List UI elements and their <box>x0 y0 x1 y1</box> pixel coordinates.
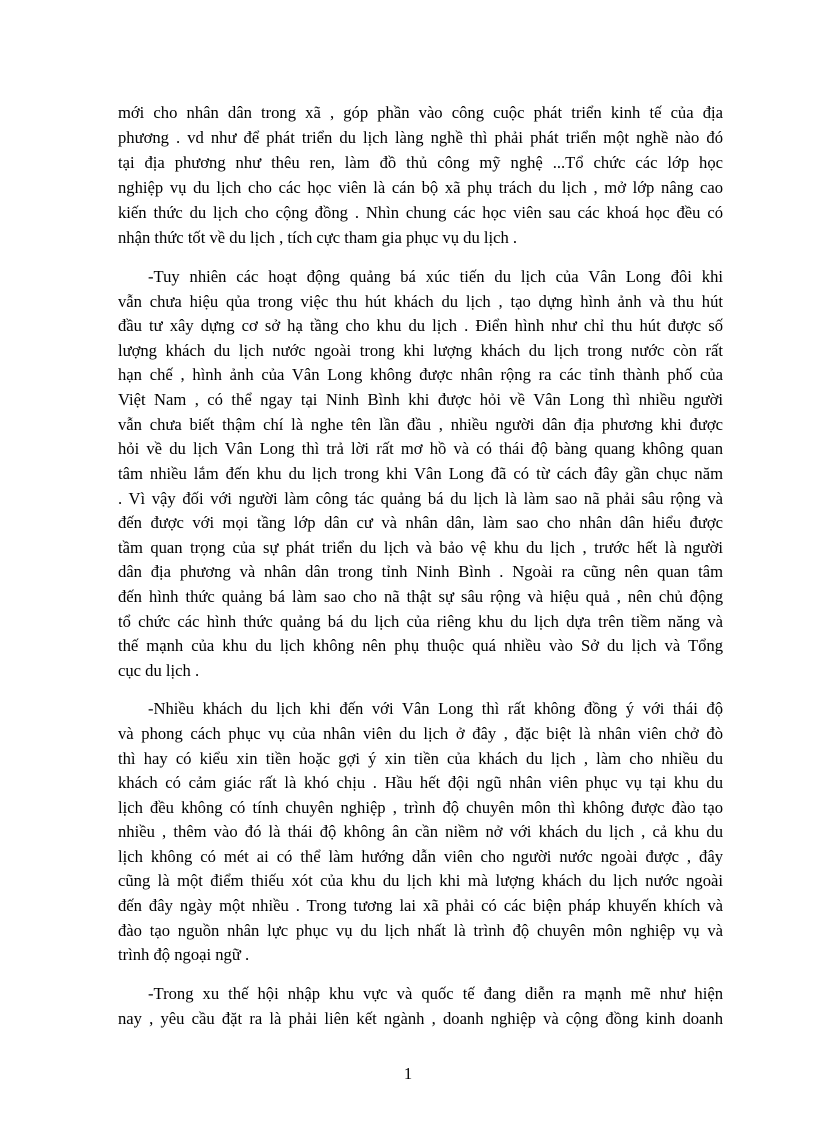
text-line: lịch đều không có tính chuyên nghiệp , trình độ chuyên môn thì không được đào tạo <box>118 798 723 817</box>
text-line: nhận thức tốt về du lịch , tích cực tham gia phục vụ du lịch . <box>118 228 518 247</box>
text-line: đến được với mọi tầng lớp dân cư và nhân dân, làm sao cho nhân dân hiểu được <box>118 513 723 532</box>
text-line: trình độ ngoại ngữ . <box>118 945 250 964</box>
text-line: vẫn chưa biết thậm chí là nghe tên lần đầu , nhiều người dân địa phương khi được <box>118 415 723 434</box>
text-line: khách có cảm giác rất là khó chịu . Hầu hết đội ngũ nhân viên phục vụ tại khu du <box>118 773 723 792</box>
text-line: nghiệp vụ du lịch cho các học viên là cán bộ xã phụ trách du lịch , mở lớp nâng cao <box>118 178 723 197</box>
text-line: và phong cách phục vụ của nhân viên du lịch ở đây , đặc biệt là nhân viên chở đò <box>118 724 723 743</box>
text-line: thì hay có kiểu xin tiền hoặc gợi ý xin tiền của khách du lịch , làm cho nhiều du <box>118 749 723 768</box>
text-line: hạn chế , hình ảnh của Vân Long không được nhân rộng ra các tỉnh thành phố của <box>118 365 723 384</box>
text-line: tổ chức các hình thức quảng bá du lịch của riêng khu du lịch dựa trên tiềm năng và <box>118 612 723 631</box>
text-line: đào tạo nguồn nhân lực phục vụ du lịch nhất là trình độ chuyên môn nghiệp vụ và <box>118 921 723 940</box>
text-line: nhiều , thêm vào đó là thái độ không ân cần niềm nở với khách du lịch , cả khu du <box>118 822 723 841</box>
text-line: dân địa phương và nhân dân trong tỉnh Ninh Bình . Ngoài ra cũng nên quan tâm <box>118 562 723 581</box>
text-line: cục du lịch . <box>118 661 200 680</box>
paragraph-first-line: -Tuy nhiên các hoạt động quảng bá xúc tiến du lịch của Vân Long đôi khi <box>148 267 723 286</box>
text-line: đến đây ngày một nhiều . Trong tương lai xã phải có các biện pháp khuyến khích và <box>118 896 723 915</box>
text-line: vẫn chưa hiệu qủa trong việc thu hút khách du lịch , tạo dựng hình ảnh và thu hút <box>118 292 723 311</box>
text-line: kiến thức du lịch cho cộng đồng . Nhìn chung các học viên sau các khoá học đều có <box>118 203 723 222</box>
text-line: cũng là một điểm thiếu xót của khu du lịch khi mà lượng khách du lịch nước ngoài <box>118 871 723 890</box>
text-line: phương . vd như để phát triển du lịch làng nghề thì phải phát triển một nghề nào đó <box>118 128 723 147</box>
text-line: lượng khách du lịch nước ngoài trong khi lượng khách du lịch trong nước còn rất <box>118 341 723 360</box>
text-line: tâm nhiều lắm đến khu du lịch trong khi Vân Long đã có từ cách đây gần chục năm <box>118 464 723 483</box>
paragraph-first-line: -Nhiều khách du lịch khi đến với Vân Long thì rất không đồng ý với thái độ <box>148 699 723 718</box>
paragraph-first-line: -Trong xu thế hội nhập khu vực và quốc tế đang diễn ra mạnh mẽ như hiện <box>148 984 723 1003</box>
text-line: tại địa phương như thêu ren, làm đồ thủ công mỹ nghệ ...Tổ chức các lớp học <box>118 153 723 172</box>
text-line: thế mạnh của khu du lịch không nên phụ thuộc quá nhiều vào Sở du lịch và Tổng <box>118 636 723 655</box>
text-line: nay , yêu cầu đặt ra là phải liên kết ngành , doanh nghiệp và cộng đồng kinh doanh <box>118 1009 723 1028</box>
text-line: đến hình thức quảng bá làm sao cho nã thật sự sâu rộng và hiệu quả , nên chủ động <box>118 587 723 606</box>
text-line: lịch không có mét ai có thể làm hướng dẫn viên cho người nước ngoài được , đây <box>118 847 723 866</box>
text-line: tầm quan trọng của sự phát triển du lịch và bảo vệ khu du lịch , trước hết là người <box>118 538 723 557</box>
text-line: mới cho nhân dân trong xã , góp phần vào công cuộc phát triển kinh tế của địa <box>118 103 723 122</box>
text-line: . Vì vậy đối với người làm công tác quảng bá du lịch là làm sao nã phải sâu rộng và <box>118 489 723 508</box>
text-line: Việt Nam , có thể ngay tại Ninh Bình khi được hỏi về Vân Long thì nhiều người <box>118 390 723 409</box>
text-line: hỏi về du lịch Vân Long thì trả lời rất mơ hồ và có thái độ bàng quang không quan <box>118 439 723 458</box>
page-number: 1 <box>403 1064 413 1083</box>
text-line: đầu tư xây dựng cơ sở hạ tầng cho khu du lịch . Điển hình như chỉ thu hút được số <box>118 316 723 335</box>
